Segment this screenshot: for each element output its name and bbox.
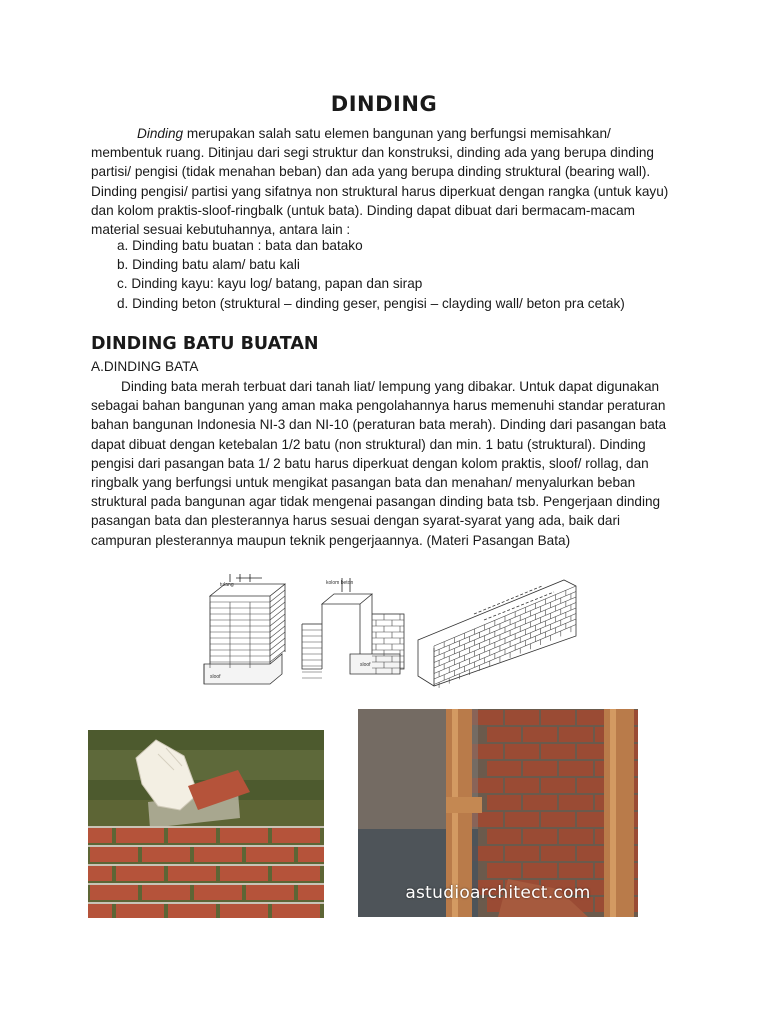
label-kolom-beton: kolom beton (326, 580, 354, 586)
section-subheading: A.DINDING BATA (91, 359, 199, 374)
page-title: DINDING (330, 92, 438, 116)
brick-pier-drawing (200, 574, 300, 686)
label-sloof: sloof (210, 674, 221, 680)
intro-line: partisi/ pengisi (tidak menahan beban) dan ada yang berupa dinding struktural (bearing wall). (91, 164, 651, 180)
intro-line: Dinding merupakan salah satu elemen bangunan yang berfungsi memisahkan/ (137, 126, 611, 141)
label-tulang: tulang (220, 582, 234, 588)
brick-wall-perspective-drawing (414, 566, 580, 690)
section-line: sebagai bahan bangunan yang aman maka pengolahannya harus memenuhi standar peraturan (91, 398, 666, 414)
intro-line: Dinding pengisi/ partisi yang sifatnya non struktural harus diperkuat dengan rangka (untuk kayu) (91, 183, 669, 199)
section-line: pengisi dari pasangan bata 1/ 2 batu harus diperkuat dengan kolom praktis, sloof/ rollag, dan (91, 455, 649, 471)
wooden-frame-wall-photo (358, 709, 638, 917)
intro-paragraph (91, 124, 691, 239)
bricklaying-photo (88, 730, 324, 918)
section-line: Dinding bata merah terbuat dari tanah liat/ lempung yang dibakar. Untuk dapat digunakan (121, 379, 660, 394)
section-line: dapat dibuat dengan ketebalan 1/2 batu (non struktural) dan min. 1 batu (struktural). Dinding (91, 436, 646, 452)
section-line: campuran plesterannya maupun teknik pengerjaannya. (Materi Pasangan Bata) (91, 532, 571, 548)
intro-line: dan kolom praktis-sloof-ringbalk (untuk bata). Dinding dapat dibuat dari bermacam-macam (91, 202, 636, 218)
intro-line: membentuk ruang. Ditinjau dari segi struktur dan konstruksi, dinding ada yang berupa dinding (91, 145, 654, 161)
section-line: struktural pada bangunan agar tidak mengenai pasangan dinding bata tsb. Pengerjaan dinding (91, 494, 661, 510)
section-line: bahan bangunan Indonesia NI-3 dan NI-10 (peraturan bata merah). Dinding dari pasangan bata (91, 417, 667, 433)
section-line: pasangan bata dan plesterannya harus sesuai dengan syarat-syarat yang ada, baik dari (91, 513, 621, 529)
list-item: c. Dinding kayu: kayu log/ batang, papan dan sirap (117, 276, 423, 292)
intro-line: material sesuai kebutuhannya, antara lain : (91, 222, 351, 238)
material-list (117, 236, 625, 313)
list-item: a. Dinding batu buatan : bata dan batako (117, 238, 363, 253)
section-line: ringbalk yang berfungsi untuk mengikat pasangan bata dan menahan/ menyalurkan beban (91, 475, 636, 491)
section-heading: DINDING BATU BUATAN (91, 334, 319, 354)
brick-corner-drawing (300, 574, 412, 686)
list-item: b. Dinding batu alam/ batu kali (117, 257, 300, 273)
label-sloof: sloof (360, 662, 371, 668)
list-item: d. Dinding beton (struktural – dinding geser, pengisi – clayding wall/ beton pra cetak) (117, 295, 625, 311)
photo-watermark: astudioarchitect.com (405, 883, 591, 903)
section-paragraph (91, 377, 691, 550)
intro-emphasis: Dinding (137, 126, 184, 141)
